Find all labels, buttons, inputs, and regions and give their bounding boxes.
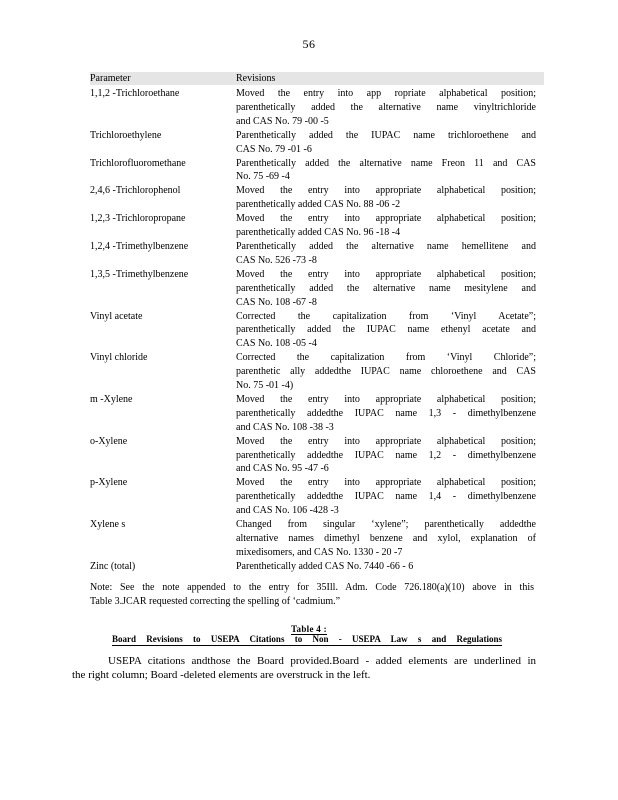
table-row (90, 476, 544, 518)
revision-cell (236, 268, 536, 310)
parameter-cell: 1,3,5 -Trimethylbenzene (90, 268, 189, 280)
revision-cell (236, 184, 536, 212)
parameter-cell: o-Xylene (90, 435, 128, 447)
table-header (90, 72, 544, 85)
revision-cell (236, 157, 536, 185)
explanatory-paragraph (72, 654, 536, 682)
table-row (90, 351, 544, 393)
revision-line: Moved the entry into app ropriate alphabetical position; (236, 88, 536, 99)
table-row (90, 393, 544, 435)
revision-line: CAS No. 108 -67 -8 (236, 296, 317, 308)
parameter-cell: p-Xylene (90, 477, 128, 489)
revision-line: Moved the entry into appropriate alphabetical position; (236, 268, 536, 280)
parameter-cell: m -Xylene (90, 393, 133, 405)
table4-subtitle: Board Revisions to USEPA Citations to Non - USEPA Law s and Regulations (112, 634, 502, 644)
table-row (90, 560, 544, 574)
revision-line: and CAS No. 108 -38 -3 (236, 421, 334, 433)
revision-cell (236, 351, 536, 393)
revision-line: Parenthetically added the IUPAC name trichloroethene and (236, 129, 536, 141)
revision-line: parenthetic ally addedthe IUPAC name chloroethene and CAS (236, 366, 536, 378)
revision-cell (236, 476, 536, 518)
revisions-table (90, 72, 544, 574)
revision-line: parenthetically added the alternative name vinyltrichloride (236, 101, 536, 113)
revision-line: No. 75 -01 -4) (236, 380, 294, 392)
revision-line: Moved the entry into appropriate alphabetical position; (236, 477, 536, 489)
table-rows (90, 87, 544, 574)
table-row (90, 157, 544, 185)
table-row (90, 184, 544, 212)
revision-line: parenthetically added the alternative name mesitylene and (236, 282, 536, 294)
revision-line: Parenthetically added the alternative name Freon 11 and CAS (236, 157, 536, 169)
table-row (90, 212, 544, 240)
revision-line: CAS No. 526 -73 -8 (236, 254, 317, 266)
revision-line: and CAS No. 95 -47 -6 (236, 463, 329, 475)
revision-line: Parenthetically added CAS No. 7440 -66 - 6 (236, 560, 414, 572)
revision-line: and CAS No. 79 -00 -5 (236, 115, 329, 127)
revision-line: Moved the entry into appropriate alphabetical position; (236, 185, 536, 197)
revision-line: Parenthetically added the alternative name hemellitene and (236, 240, 536, 252)
revision-line: Moved the entry into appropriate alphabetical position; (236, 435, 536, 447)
revision-line: Corrected the capitalization from ‘Vinyl Chloride”; (236, 352, 536, 364)
parameter-cell: 1,2,4 -Trimethylbenzene (90, 240, 189, 252)
revision-line: parenthetically addedthe IUPAC name 1,2 - dimethylbenzene (236, 449, 536, 461)
revision-line: Moved the entry into appropriate alphabetical position; (236, 213, 536, 225)
revision-line: parenthetically addedthe IUPAC name 1,4 - dimethylbenzene (236, 491, 536, 503)
revision-line: Moved the entry into appropriate alphabetical position; (236, 393, 536, 405)
parameter-cell: Vinyl chloride (90, 352, 148, 364)
parameter-cell: Trichloroethylene (90, 129, 162, 141)
table-row (90, 518, 544, 560)
revision-cell (236, 212, 536, 240)
revision-line: No. 75 -69 -4 (236, 171, 290, 183)
note-line: Note: See the note appended to the entry for 35Ill. Adm. Code 726.180(a)(10) above in this (90, 582, 534, 593)
revision-cell (236, 310, 536, 352)
parameter-cell: Vinyl acetate (90, 310, 143, 322)
paragraph-line: the right column; Board -deleted elements are overstruck in the left. (72, 669, 371, 681)
parameter-cell: Xylene s (90, 519, 126, 531)
revision-cell (236, 435, 536, 477)
table-row (90, 129, 544, 157)
revision-line: and CAS No. 106 -428 -3 (236, 505, 339, 517)
table-note (90, 581, 534, 608)
table-row (90, 240, 544, 268)
revision-cell (236, 87, 536, 129)
revision-cell (236, 393, 536, 435)
revision-line: Changed from singular ‘xylene”; parenthetically addedthe (236, 519, 536, 531)
parameter-cell: Trichlorofluoromethane (90, 157, 186, 169)
table-row (90, 435, 544, 477)
revision-cell (236, 129, 536, 157)
revision-line: parenthetically added CAS No. 96 -18 -4 (236, 227, 401, 239)
table-row (90, 268, 544, 310)
table4-title (0, 624, 618, 634)
parameter-cell: 1,2,3 -Trichloropropane (90, 213, 186, 225)
header-parameter: Parameter (90, 73, 131, 84)
revision-line: CAS No. 79 -01 -6 (236, 143, 312, 155)
table4-title-text: Table 4 : (291, 624, 327, 634)
revision-cell (236, 240, 536, 268)
parameter-cell: Zinc (total) (90, 560, 136, 572)
header-revisions: Revisions (236, 73, 276, 84)
revision-line: mixedisomers, and CAS No. 1330 - 20 -7 (236, 546, 403, 558)
page-number: 56 (302, 37, 316, 51)
revision-line: parenthetically added CAS No. 88 -06 -2 (236, 199, 401, 211)
revision-line: parenthetically added the IUPAC name ethenyl acetate and (236, 324, 536, 336)
revision-line: parenthetically addedthe IUPAC name 1,3 - dimethylbenzene (236, 407, 536, 419)
table-row (90, 87, 544, 129)
revision-line: CAS No. 108 -05 -4 (236, 338, 317, 350)
parameter-cell: 1,1,2 -Trichloroethane (90, 88, 180, 99)
paragraph-line: USEPA citations andthose the Board provided.Board - added elements are underlined in (108, 655, 536, 667)
revision-cell (236, 560, 536, 574)
table-row (90, 310, 544, 352)
parameter-cell: 2,4,6 -Trichlorophenol (90, 185, 181, 197)
revision-line: alternative names dimethyl benzene and xylol, explanation of (236, 533, 536, 544)
revision-line: Corrected the capitalization from ‘Vinyl Acetate”; (236, 310, 536, 322)
note-line: Table 3.JCAR requested correcting the spelling of ‘cadmium.” (90, 595, 341, 607)
revision-cell (236, 518, 536, 560)
